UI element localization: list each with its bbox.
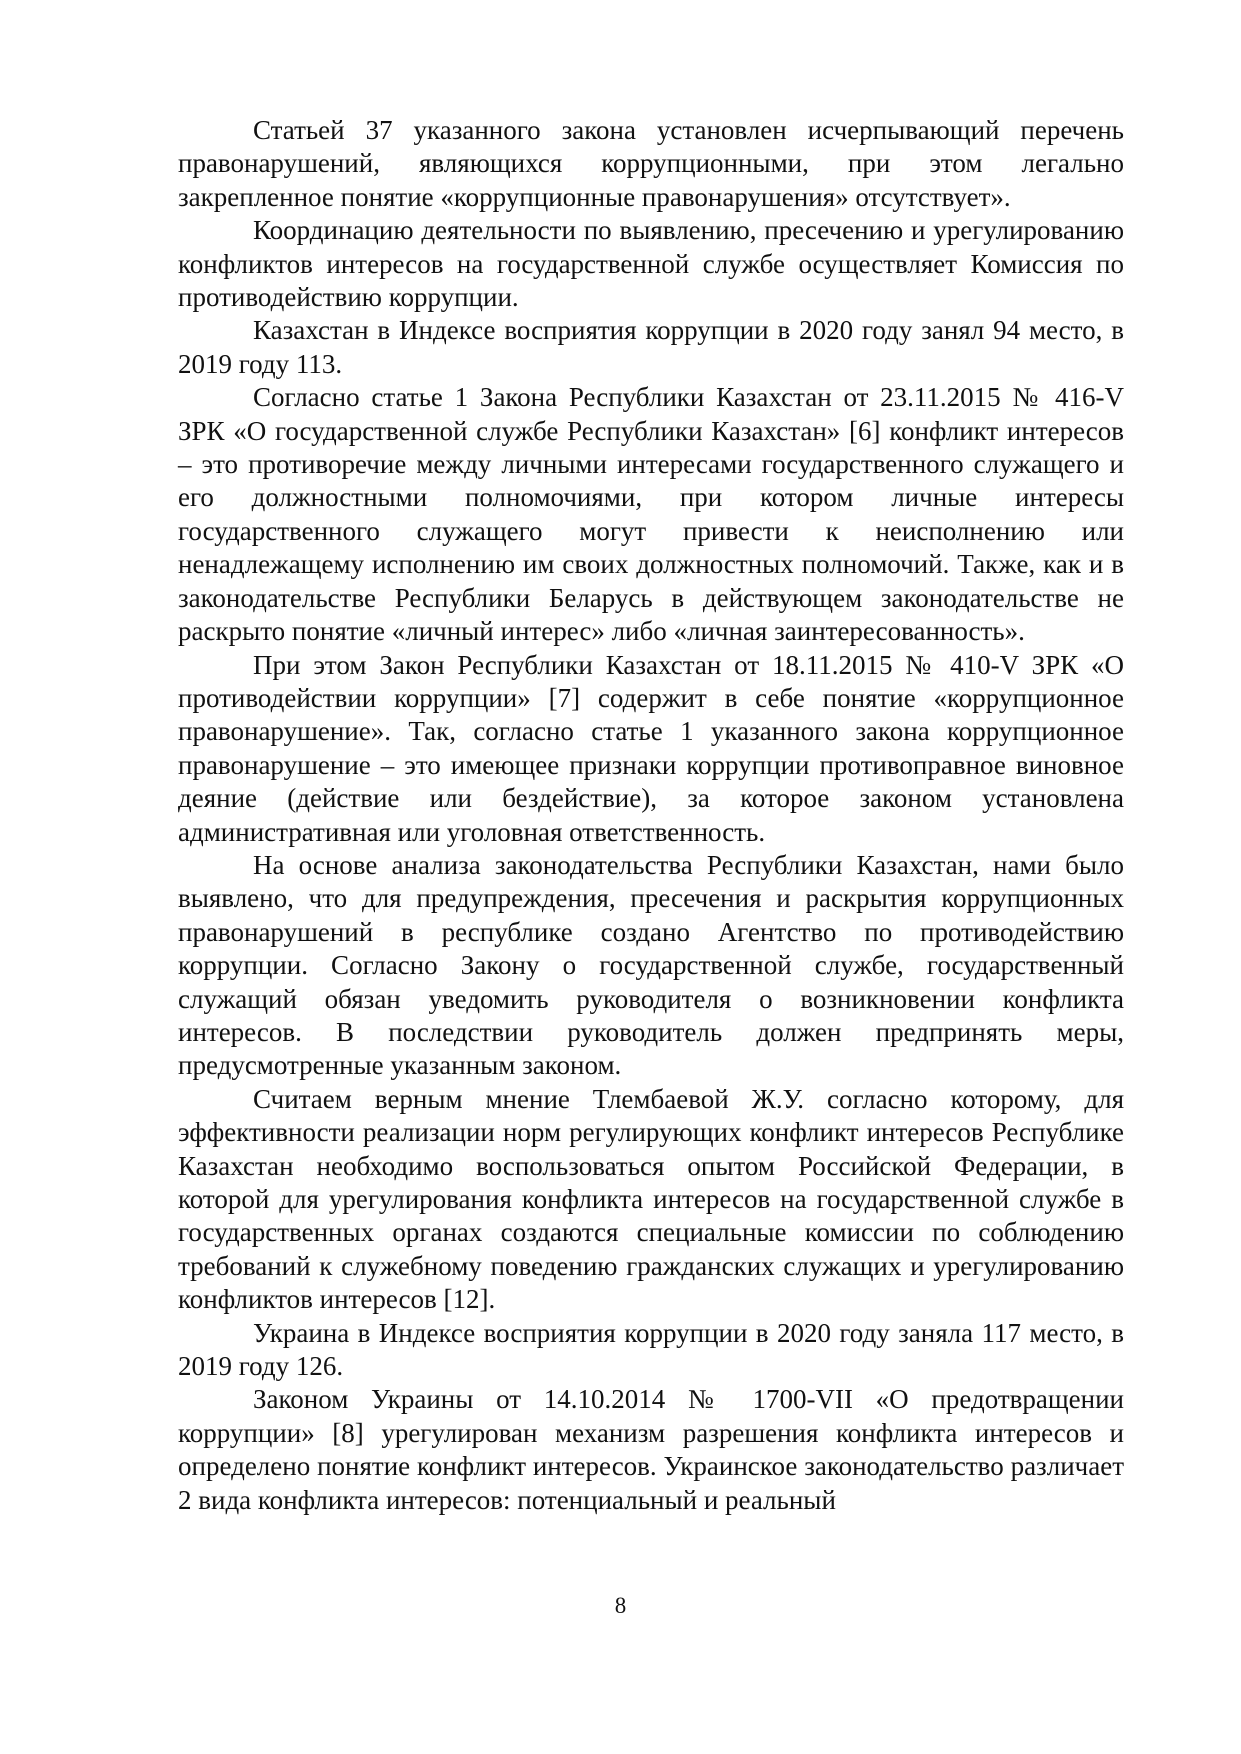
paragraph-tlembaeva-opinion: Считаем верным мнение Тлембаевой Ж.У. согласно которому, для эффективности реализации норм регулирующих конфликт интересов Республике Казахстан необходимо воспользоваться опытом Российской Федерации, в которой для урегулирования конфликта интересов на государственной службе в государственных органах создаются специальные комиссии по соблюдению требований к служебному поведению гражданских служащих и урегулированию конфликтов интересов [12]. <box>178 1083 1124 1315</box>
paragraph-article-37: Статьей 37 указанного закона установлен исчерпывающий перечень правонарушений, являющихся коррупционными, при этом легально закрепленное понятие «коррупционные правонарушения» отсутствует». <box>178 115 1124 212</box>
page-number: 8 <box>614 1593 627 1618</box>
paragraph-anticorruption-law: При этом Закон Республики Казахстан от 18.11.2015 № 410-V ЗРК «О противодействии коррупции» [7] содержит в себе понятие «коррупционное правонарушение». Так, согласно статье 1 указанного закона коррупционное правонарушение – это имеющее признаки коррупции противоправное виновное деяние (действие или бездействие), за которое законом установлена административная или уголовная ответственность. <box>178 649 1124 847</box>
paragraph-legislation-analysis: На основе анализа законодательства Республики Казахстан, нами было выявлено, что для предупреждения, пресечения и раскрытия коррупционных правонарушений в республике создано Агентство по противодействию коррупции. Согласно Закону о государственной службе, государственный служащий обязан уведомить руководителя о возникновении конфликта интересов. В последствии руководитель должен предпринять меры, предусмотренные указанным законом. <box>178 849 1124 1081</box>
paragraph-kazakhstan-index: Казахстан в Индексе восприятия коррупции в 2020 году занял 94 место, в 2019 году 113. <box>178 315 1124 379</box>
paragraph-ukraine-index: Украина в Индексе восприятия коррупции в 2020 году заняла 117 место, в 2019 году 126. <box>178 1317 1124 1382</box>
paragraph-civil-service-law: Согласно статье 1 Закона Республики Казахстан от 23.11.2015 № 416-V ЗРК «О государственной службе Республики Казахстан» [6] конфликт интересов – это противоречие между личными интересами государственного служащего и его должностными полномочиями, при котором личные интересы государственного служащего могут привести к неисполнению или ненадлежащему исполнению им своих должностных полномочий. Также, как и в законодательстве Республики Беларусь в действующем законодательстве не раскрыто понятие «личный интерес» либо «личная заинтересованность». <box>178 382 1124 647</box>
body-text <box>178 114 1124 1517</box>
paragraph-ukraine-law: Законом Украины от 14.10.2014 № 1700-VII «О предотвращении коррупции» [8] урегулирован механизм разрешения конфликта интересов и определено понятие конфликт интересов. Украинское законодательство различает 2 вида конфликта интересов: потенциальный и реальный <box>178 1384 1124 1515</box>
paragraph-coordination: Координацию деятельности по выявлению, пресечению и урегулированию конфликтов интересов на государственной службе осуществляет Комиссия по противодействию коррупции. <box>178 215 1124 313</box>
